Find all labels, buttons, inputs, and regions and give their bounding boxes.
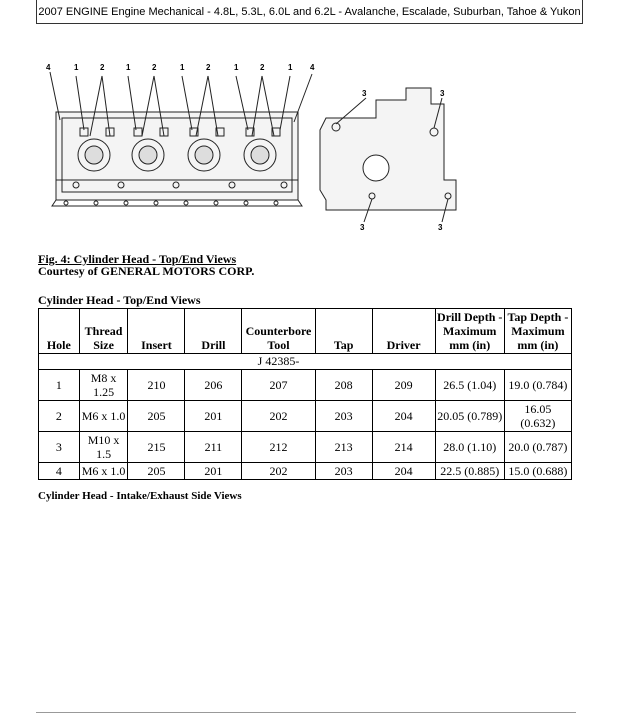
cell-drill-depth: 22.5 (0.885) [435, 463, 504, 480]
cell-tap-depth: 15.0 (0.688) [504, 463, 571, 480]
cylinder-head-end-outline [320, 88, 456, 210]
cell-thread: M6 x 1.0 [79, 401, 128, 432]
table-title: Cylinder Head - Top/End Views [38, 293, 201, 307]
cell-drill: 201 [185, 401, 242, 432]
cell-tap: 203 [315, 401, 372, 432]
callout-3: 3 [440, 89, 445, 98]
header-thread-size: Thread Size [79, 309, 128, 354]
figure-caption-title: Fig. 4: Cylinder Head - Top/End Views [38, 252, 237, 266]
callout-1: 1 [180, 63, 185, 72]
figure-caption-credit: Courtesy of GENERAL MOTORS CORP. [38, 264, 255, 278]
cell-drill: 206 [185, 370, 242, 401]
cell-tap-depth: 19.0 (0.784) [504, 370, 571, 401]
cell-driver: 214 [372, 432, 435, 463]
callout-2: 2 [152, 63, 157, 72]
table-row [39, 432, 572, 463]
callout-3: 3 [438, 223, 443, 232]
cell-driver: 209 [372, 370, 435, 401]
header-counterbore: Counterbore Tool [242, 309, 315, 354]
spec-table [38, 308, 572, 480]
cell-hole: 4 [39, 463, 80, 480]
cell-drill-depth: 26.5 (1.04) [435, 370, 504, 401]
cell-tap: 213 [315, 432, 372, 463]
callout-4-right: 4 [310, 63, 315, 72]
header-drill: Drill [185, 309, 242, 354]
cell-drill: 211 [185, 432, 242, 463]
page-header [36, 0, 583, 24]
cell-tap: 203 [315, 463, 372, 480]
cell-drill-depth: 20.05 (0.789) [435, 401, 504, 432]
cell-counterbore: 202 [242, 463, 315, 480]
cell-drill: 201 [185, 463, 242, 480]
cell-counterbore: 212 [242, 432, 315, 463]
tool-prefix-row [39, 354, 572, 370]
cell-tap-depth: 20.0 (0.787) [504, 432, 571, 463]
cell-hole: 2 [39, 401, 80, 432]
callout-4-left: 4 [46, 63, 51, 72]
cell-counterbore: 207 [242, 370, 315, 401]
next-section-title: Cylinder Head - Intake/Exhaust Side Views [38, 490, 242, 502]
cell-hole: 1 [39, 370, 80, 401]
cell-thread: M8 x 1.25 [79, 370, 128, 401]
cell-insert: 215 [128, 432, 185, 463]
cell-insert: 205 [128, 463, 185, 480]
header-tap: Tap [315, 309, 372, 354]
cell-thread: M10 x 1.5 [79, 432, 128, 463]
cell-drill-depth: 28.0 (1.10) [435, 432, 504, 463]
header-tap-depth: Tap Depth - Maximum mm (in) [504, 309, 571, 354]
callout-2: 2 [206, 63, 211, 72]
header-hole: Hole [39, 309, 80, 354]
table-row [39, 401, 572, 432]
table-header-row [39, 309, 572, 354]
callout-2: 2 [260, 63, 265, 72]
cylinder-head-illustration [36, 60, 576, 242]
cell-thread: M6 x 1.0 [79, 463, 128, 480]
cell-tap: 208 [315, 370, 372, 401]
cell-hole: 3 [39, 432, 80, 463]
cell-driver: 204 [372, 463, 435, 480]
callout-2: 2 [100, 63, 105, 72]
callout-3: 3 [362, 89, 367, 98]
callout-1: 1 [288, 63, 293, 72]
cell-insert: 210 [128, 370, 185, 401]
cell-tap-depth: 16.05 (0.632) [504, 401, 571, 432]
tool-prefix: J 42385- [242, 354, 315, 370]
callout-3: 3 [360, 223, 365, 232]
header-title: 2007 ENGINE Engine Mechanical - 4.8L, 5.3L, 6.0L and 6.2L - Avalanche, Escalade, Suburban, Tahoe & Yukon [38, 5, 581, 18]
page-bottom-rule [36, 712, 576, 713]
table-row [39, 463, 572, 480]
callout-1: 1 [234, 63, 239, 72]
cell-counterbore: 202 [242, 401, 315, 432]
table-row [39, 370, 572, 401]
cell-insert: 205 [128, 401, 185, 432]
header-driver: Driver [372, 309, 435, 354]
callout-1: 1 [126, 63, 131, 72]
cell-driver: 204 [372, 401, 435, 432]
callout-1: 1 [74, 63, 79, 72]
header-drill-depth: Drill Depth - Maximum mm (in) [437, 310, 503, 352]
header-insert: Insert [128, 309, 185, 354]
